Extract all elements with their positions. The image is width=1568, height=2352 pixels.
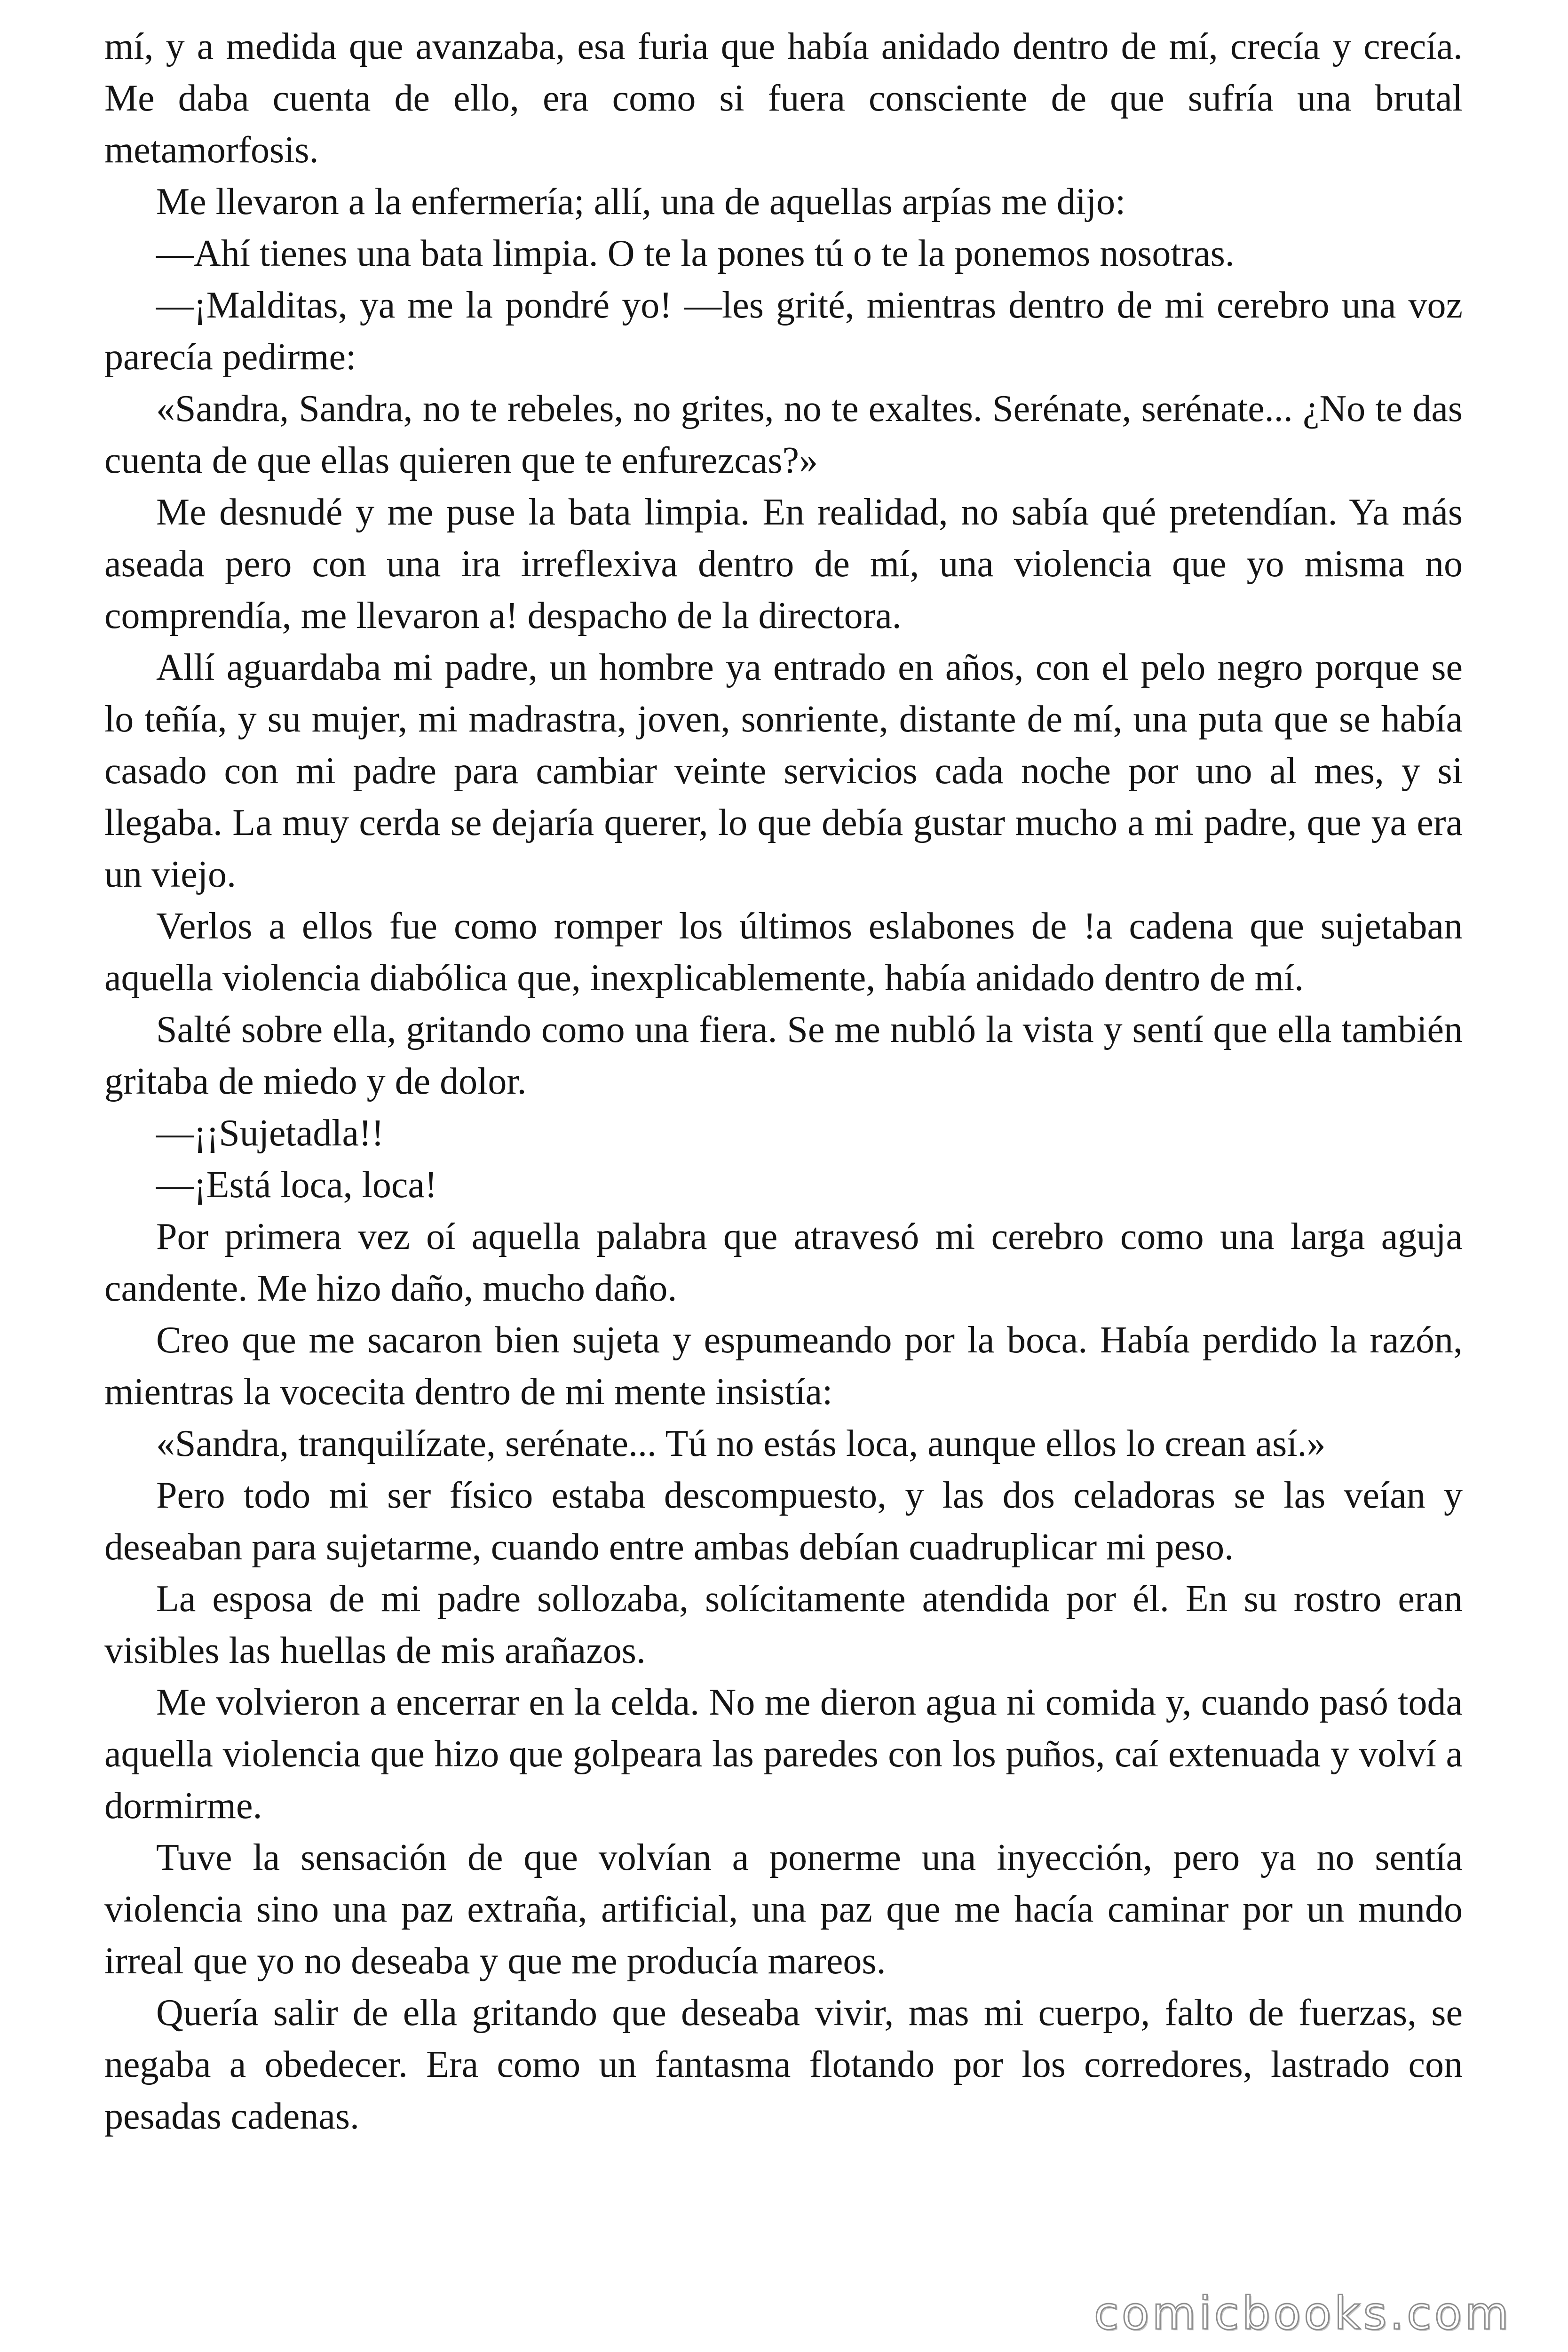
paragraph: Salté sobre ella, gritando como una fiera. Se me nubló la vista y sentí que ella también gritaba de miedo y de dolor. (104, 1009, 1463, 1102)
dialogue-line: —Ahí tienes una bata limpia. O te la pones tú o te la ponemos nosotras. (156, 233, 1235, 274)
paragraph: Tuve la sensación de que volvían a ponerme una inyección, pero ya no sentía violencia sino una paz extraña, artificial, una paz que me hacía caminar por un mundo irreal que yo no deseaba y que me producía mareos. (104, 1837, 1463, 1982)
paragraph: Verlos a ellos fue como romper los últimos eslabones de !a cadena que sujetaban aquella violencia diabólica que, inexplicablemente, había anidado dentro de mí. (104, 906, 1463, 999)
paragraph: Pero todo mi ser físico estaba descompuesto, y las dos celadoras se las veían y deseaban para sujetarme, cuando entre ambas debían cuadruplicar mi peso. (104, 1475, 1463, 1568)
page-text (104, 21, 1463, 2142)
paragraph: Quería salir de ella gritando que deseaba vivir, mas mi cuerpo, falto de fuerzas, se negaba a obedecer. Era como un fantasma flotando por los corredores, lastrado con pesadas cadenas. (104, 1992, 1463, 2137)
inner-voice-quote: «Sandra, tranquilízate, serénate... Tú no estás loca, aunque ellos lo crean así.» (156, 1423, 1326, 1464)
paragraph: Allí aguardaba mi padre, un hombre ya entrado en años, con el pelo negro porque se lo teñía, y su mujer, mi madrastra, joven, sonriente, distante de mí, una puta que se había casado con mi padre para cambiar veinte servicios cada noche por uno al mes, y si llegaba. La muy cerda se dejaría querer, lo que debía gustar mucho a mi padre, que ya era un viejo. (104, 647, 1463, 895)
dialogue-line: —¡¡Sujetadla!! (156, 1112, 384, 1154)
paragraph: La esposa de mi padre sollozaba, solícitamente atendida por él. En su rostro eran visibles las huellas de mis arañazos. (104, 1578, 1463, 1671)
dialogue-line: —¡Malditas, ya me la pondré yo! —les grité, mientras dentro de mi cerebro una voz parecía pedirme: (104, 285, 1463, 378)
paragraph: Por primera vez oí aquella palabra que atravesó mi cerebro como una larga aguja candente. Me hizo daño, mucho daño. (104, 1216, 1463, 1309)
watermark: comicbooks.com (1093, 2287, 1512, 2340)
paragraph: mí, y a medida que avanzaba, esa furia que había anidado dentro de mí, crecía y crecía. Me daba cuenta de ello, era como si fuera consciente de que sufría una brutal metamorfosis. (104, 26, 1463, 171)
dialogue-line: —¡Está loca, loca! (156, 1164, 437, 1206)
inner-voice-quote: «Sandra, Sandra, no te rebeles, no grites, no te exaltes. Serénate, serénate... ¿No te das cuenta de que ellas quieren que te enfurezcas?» (104, 388, 1463, 481)
paragraph: Me volvieron a encerrar en la celda. No me dieron agua ni comida y, cuando pasó toda aquella violencia que hizo que golpeara las paredes con los puños, caí extenuada y volví a dormirme. (104, 1682, 1463, 1827)
paragraph: Creo que me sacaron bien sujeta y espumeando por la boca. Había perdido la razón, mientras la vocecita dentro de mi mente insistía: (104, 1319, 1463, 1413)
paragraph: Me llevaron a la enfermería; allí, una de aquellas arpías me dijo: (156, 181, 1126, 222)
paragraph: Me desnudé y me puse la bata limpia. En realidad, no sabía qué pretendían. Ya más aseada pero con una ira irreflexiva dentro de mí, una violencia que yo misma no comprendía, me llevaron a! despacho de la directora. (104, 492, 1463, 636)
